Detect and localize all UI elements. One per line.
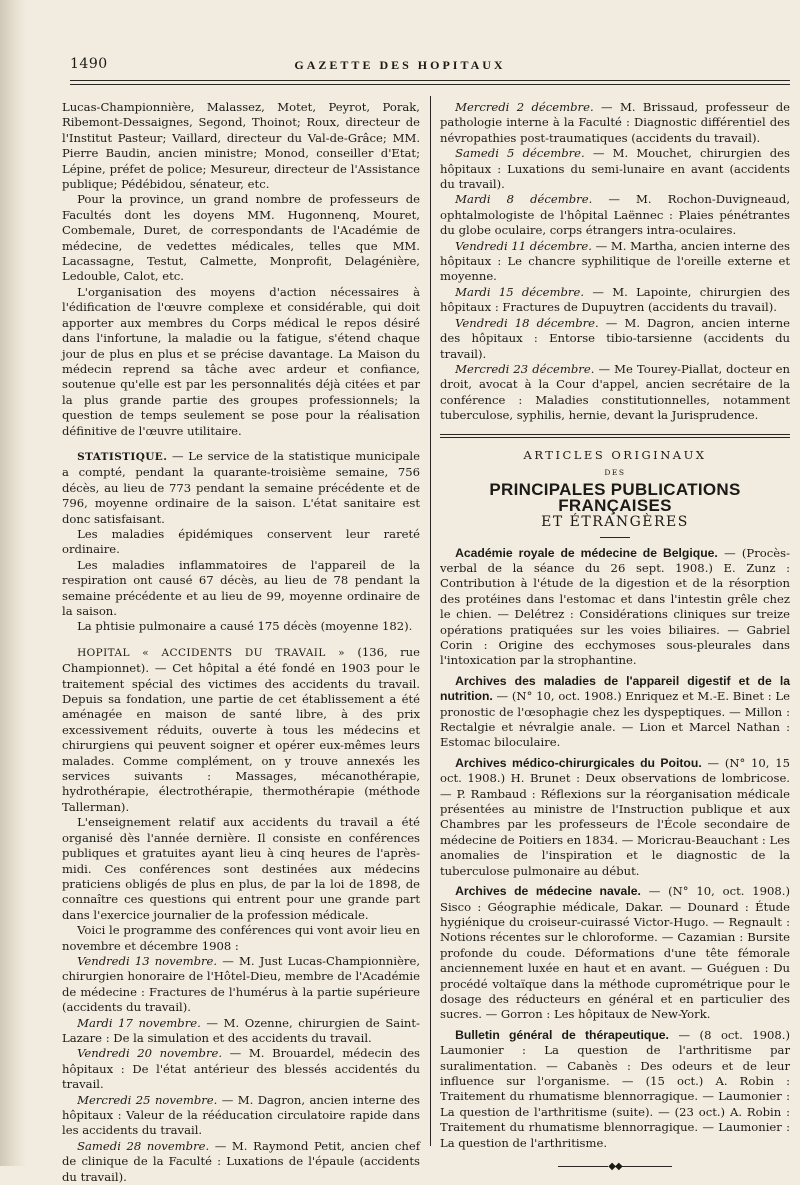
journal-title: Académie royale de médecine de Belgique.: [455, 545, 718, 560]
end-ornament: ◆◆: [440, 1159, 790, 1174]
program-text: — M. Rochon-Duvigneaud, ophtalmologiste de l'hôpital Laënnec : Plaies pénétrantes du globe oculaire, corps étrangers intra-oculaires.: [440, 192, 791, 238]
journal-text: — (N° 10, oct. 1908.) Sisco : Géographie médicale, Dakar. — Dounard : Étude hygiénique du croiseur-cuirassé Victor-Hugo. — Regnault : Notions récentes sur le chloroforme. — Cazamian : Bursite profonde du coude. Déformations d'une tête fémorale anciennement luxée en haut et en avant. — Guéguen : Du procédé voltaïque dans la méthode cuprométrique pour le dosage des réducteurs en général et en particulier des sucres. — Gorron : Les hôpitaux de New-York.: [440, 884, 790, 1022]
journal-entry: [440, 674, 790, 751]
paragraph: La phtisie pulmonaire a causé 175 décès (moyenne 182).: [77, 619, 413, 634]
program-text: — M. Martha, ancien interne des hôpitaux : Le chancre syphilitique de l'oreille externe et moyenne.: [440, 238, 790, 284]
header-rule: [70, 80, 790, 81]
program-text: — M. Mouchet, chirurgien des hôpitaux : Luxations du semi-lunaire en avant (accidents du travail).: [440, 146, 790, 192]
left-column: [62, 100, 420, 1185]
section-label: HOPITAL « ACCIDENTS DU TRAVAIL »: [77, 646, 345, 659]
program-date: Mercredi 2 décembre.: [455, 100, 594, 114]
articles-des: DES: [604, 467, 626, 477]
program-date: Vendredi 13 novembre.: [77, 953, 218, 968]
program-text: — M. Just Lucas-Championnière, chirurgien honoraire de l'Hôtel-Dieu, membre de l'Académie de médecine : Fractures de l'humérus à la partie supérieure (accidents du travail).: [62, 953, 421, 1015]
program-entry: [62, 1093, 420, 1139]
program-text: — M. Brouardel, médecin des hôpitaux : De l'état antérieur des blessés accidentés du travail.: [62, 1046, 420, 1092]
section-label: STATISTIQUE.: [77, 450, 168, 463]
program-text: — M. Raymond Petit, ancien chef de clinique de la Faculté : Luxations de l'épaule (accidents du travail).: [62, 1138, 420, 1184]
journal-text: — (Procès-verbal de la séance du 26 sept. 1908.) E. Zunz : Contribution à l'étude de la digestion et de la résorption des protéines dans l'estomac et dans l'intestin grêle chez le chien. — Delétrez : Considérations cliniques sur treize opérations pratiquées sur les voies biliaires. — Gabriel Corin : Origine des ecchymoses sous-pleurales dans l'intoxication par la strophantine.: [440, 545, 790, 668]
journal-text: — (N° 10, 15 oct. 1908.) H. Brunet : Deux observations de lombricose. — P. Rambaud : Réflexions sur la réorganisation médicale présentées au ministre de l'Instruction publique et aux Chambres par les professeurs de l'École secondaire de médecine de Poitiers en 1834. — Moricrau-Beauchant : Les anomalies de l'inspiration et le diagnostic de la tuberculose pulmonaire au début.: [440, 755, 790, 878]
journal-text: — (8 oct. 1908.) Laumonier : La question de l'arthritisme par suralimentation. — Cabanès : Des odeurs et de leur influence sur l'organisme. — (15 oct.) A. Robin : Traitement du rhumatisme blennorragique. — Laumonier : La question de l'arthritisme (suite). — (23 oct.) A. Robin : Traitement du rhumatisme blennorragique. — Laumonier : La question de l'arthritisme.: [440, 1027, 790, 1150]
paragraph: Les maladies inflammatoires de l'appareil de la respiration ont causé 67 décès, au lieu de 78 pendant la semaine précédente et au lieu de 99, moyenne ordinaire de la saison.: [62, 557, 420, 618]
section-text: — Le service de la statistique municipale a compté, pendant la quarante-troisième semaine, 756 décès, au lieu de 773 pendant la semaine précédente et de 796, moyenne ordinaire de la saison. L'état sanitaire est donc satisfaisant.: [62, 448, 420, 526]
paragraph: L'enseignement relatif aux accidents du travail a été organisé dès l'année dernière. Il consiste en conférences publiques et gratuites ayant lieu à cinq heures de l'après-midi. Ces conférences sont destinées aux médecins praticiens obligés de plus en plus, de par la loi de 1898, de connaître ces questions qui entrent pour une grande part dans l'exercice journalier de la profession médicale.: [62, 815, 420, 922]
paragraph: Voici le programme des conférences qui vont avoir lieu en novembre et décembre 1908 :: [62, 923, 420, 953]
program-entry: [440, 100, 790, 146]
program-entry: [62, 1046, 420, 1092]
journal-entry: [440, 756, 790, 879]
program-entry: [440, 316, 790, 362]
column-divider: [430, 96, 431, 1146]
section-text: (136, rue Championnet). — Cet hôpital a été fondé en 1903 pour le traitement spécial des victimes des accidents du travail. Depuis sa fondation, une partie de cet établissement a été aménagée en maison de santé libre, à des prix excessivement réduits, ouverte à tous les médecins et chirurgiens qui peuvent soigner et opérer eux-mêmes leurs malades. Comme complément, on y trouve annexés les services suivants : Massages, mécanothérapie, hydrothérapie, électrothérapie, thermothérapie (méthode Tallerman).: [62, 644, 420, 814]
journal-title: Archives des maladies de l'appareil digestif et de la nutrition.: [440, 673, 790, 704]
program-date: Mardi 8 décembre.: [455, 192, 593, 207]
journal-entry: [440, 546, 790, 669]
paragraph: Pour la province, un grand nombre de professeurs de Facultés dont les doyens MM. Hugonnenq, Mouret, Combemale, Duret, de correspondants de l'Académie de médecine, de vedettes médicales, telles que MM. Lacassagne, Testut, Calmette, Monprofit, Delagénière, Ledouble, Calot, etc.: [62, 192, 420, 284]
program-entry: [62, 1016, 420, 1047]
section-rule: [440, 434, 790, 435]
journal-title: Archives de médecine navale.: [455, 884, 641, 899]
program-text: — M. Lapointe, chirurgien des hôpitaux : Fractures de Dupuytren (accidents du travail).: [440, 284, 790, 315]
program-date: Samedi 5 décembre.: [455, 146, 585, 161]
program-date: Vendredi 11 décembre.: [455, 238, 592, 253]
paragraph: L'organisation des moyens d'action nécessaires à l'édification de l'œuvre complexe et considérable, qui doit apporter aux membres du Corps médical le repos désiré dans l'infortune, la maladie ou la fatigue, s'étend chaque jour de plus en plus et se précise davantage. La Maison du médecin reprend sa tâche avec ardeur et confiance, soutenue qu'elle est par les personnalités déjà citées et par la plus grande partie des groupes professionnels; la question de temps seulement se pose pour la réalisation définitive de l'œuvre utilitaire.: [62, 284, 420, 438]
program-text: — M. Ozenne, chirurgien de Saint-Lazare : De la simulation et des accidents du travail.: [62, 1015, 420, 1045]
journal-title: Bulletin général de thérapeutique.: [455, 1027, 669, 1042]
program-date: Samedi 28 novembre.: [77, 1138, 210, 1153]
hopital-section: [62, 645, 420, 815]
program-entry: [440, 285, 790, 316]
program-entry: [440, 239, 790, 285]
heading-rule: [600, 537, 630, 538]
program-entry: [62, 1139, 420, 1185]
program-text: — M. Dagron, ancien interne des hôpitaux : Entorse tibio-tarsienne (accidents du travail).: [440, 315, 791, 361]
program-entry: [440, 192, 790, 238]
program-text: — M. Brissaud, professeur de pathologie interne à la Faculté : Diagnostic différentiel des névropathies post-traumatiques (accidents du travail).: [440, 100, 790, 145]
program-entry: [440, 146, 790, 192]
program-date: Mardi 15 décembre.: [455, 284, 585, 299]
header-rule-thin: [70, 84, 790, 85]
program-entry: [62, 954, 420, 1016]
program-text: — M. Dagron, ancien interne des hôpitaux : Valeur de la rééducation circulatoire rapide dans les accidents du travail.: [62, 1092, 420, 1138]
articles-subheading: ET ÉTRANGÈRES: [541, 514, 689, 531]
program-date: Mercredi 23 décembre.: [455, 361, 595, 376]
program-text: — Me Tourey-Piallat, docteur en droit, avocat à la Cour d'appel, ancien secrétaire de la conférence : Maladies constitutionnelles, notamment tuberculose, syphilis, hernie, devant la Jurisprudence.: [440, 361, 790, 423]
program-entry: [440, 362, 790, 424]
running-title: GAZETTE DES HOPITAUX: [294, 58, 506, 72]
paragraph: Les maladies épidémiques conservent leur rareté ordinaire.: [62, 526, 420, 557]
journal-title: Archives médico-chirurgicales du Poitou.: [455, 755, 702, 770]
page-binding-edge: [0, 0, 26, 1166]
program-date: Vendredi 20 novembre.: [77, 1046, 223, 1061]
statistique-section: [62, 449, 420, 527]
journal-entry: [440, 884, 790, 1023]
paragraph: Lucas-Championnière, Malassez, Motet, Peyrot, Porak, Ribemont-Dessaignes, Segond, Thoinot; Roux, directeur de l'Institut Pasteur; Vaillard, directeur du Val-de-Grâce; MM. Pierre Baudin, ancien ministre; Monod, conseiller d'Etat; Lépine, préfet de police; Mesureur, directeur de l'Assistance publique; Pédébidou, sénateur, etc.: [62, 100, 420, 192]
articles-title: ARTICLES ORIGINAUX: [523, 447, 707, 462]
program-date: Mardi 17 novembre.: [77, 1015, 201, 1030]
page-number: 1490: [70, 56, 108, 72]
right-column: [440, 100, 790, 1174]
section-rule-thin: [440, 437, 790, 438]
program-date: Mercredi 25 novembre.: [77, 1092, 218, 1107]
program-date: Vendredi 18 décembre.: [455, 315, 599, 330]
journal-text: — (N° 10, oct. 1908.) Enriquez et M.-E. Binet : Le pronostic de l'œsophagie chez les dyspeptiques. — Millon : Rectalgie et névralgie anale. — Lion et Marcel Nathan : Estomac biloculaire.: [440, 689, 790, 750]
journal-entry: [440, 1028, 790, 1151]
articles-heading: PRINCIPALES PUBLICATIONS FRANÇAISES: [489, 480, 741, 515]
